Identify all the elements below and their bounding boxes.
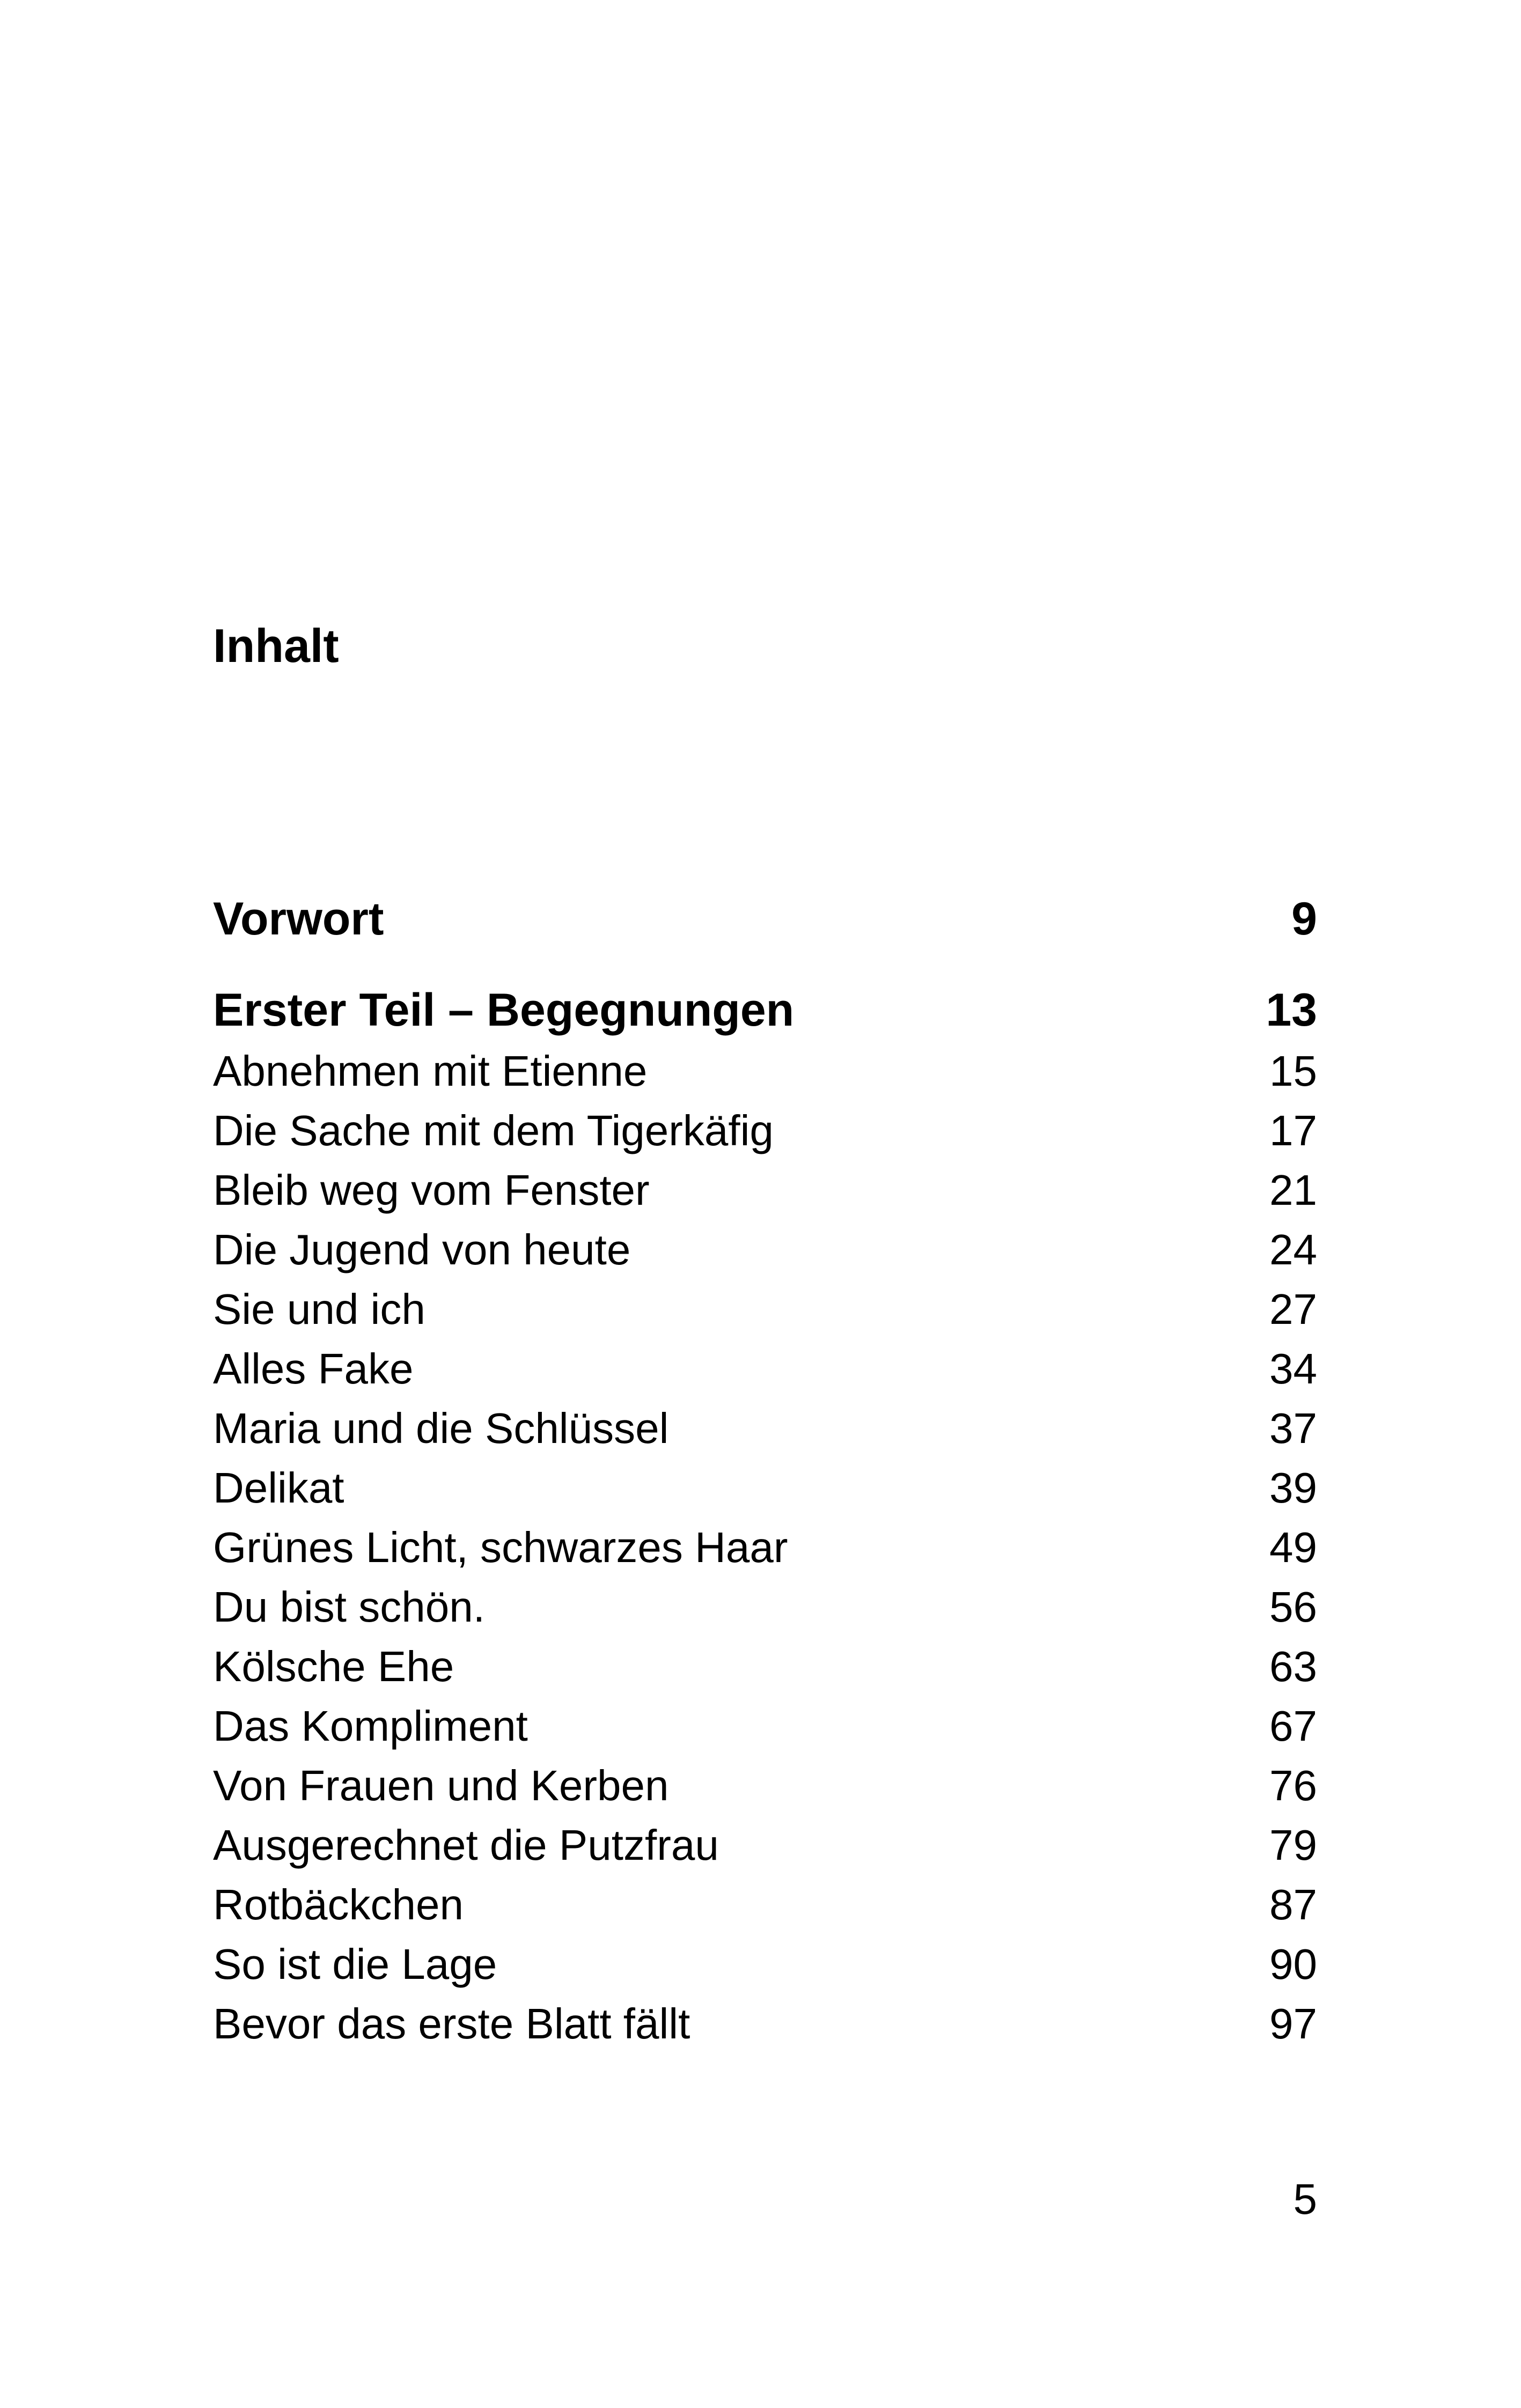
toc-entry-page: 27 [1269,1285,1317,1333]
toc-entry-page: 17 [1269,1107,1317,1154]
toc-entry-title: Grünes Licht, schwarzes Haar [213,1523,788,1571]
toc-entry [213,1398,1317,1458]
table-of-contents [213,888,1317,2053]
toc-entry [213,1994,1317,2053]
toc-entry-title: Erster Teil – Begegnungen [213,984,795,1036]
toc-entry-preface [213,888,1317,950]
toc-entry-page: 24 [1269,1226,1317,1273]
toc-entry [213,1339,1317,1398]
toc-entry-title: Von Frauen und Kerben [213,1762,669,1809]
toc-entry-title: Die Sache mit dem Tigerkäfig [213,1107,774,1154]
toc-entry-page: 90 [1269,1940,1317,1988]
toc-entry [213,1756,1317,1815]
page-title: Inhalt [213,619,339,672]
toc-entry-page: 79 [1269,1821,1317,1869]
toc-entry-page: 9 [1291,893,1317,945]
toc-entry-title: Die Jugend von heute [213,1226,631,1273]
toc-entry [213,1934,1317,1994]
toc-entry-title: Vorwort [213,893,384,945]
toc-entry-page: 97 [1269,2000,1317,2048]
toc-entry [213,1220,1317,1279]
page-number: 5 [1293,2175,1317,2223]
toc-entry-page: 87 [1269,1881,1317,1928]
toc-entry [213,1160,1317,1220]
toc-entry-page: 56 [1269,1583,1317,1631]
toc-entry-page: 39 [1269,1464,1317,1512]
toc-entry-page: 15 [1269,1047,1317,1095]
toc-entry-part-one [213,979,1317,1041]
toc-entry-title: Bevor das erste Blatt fällt [213,2000,690,2048]
toc-entry-title: So ist die Lage [213,1940,497,1988]
toc-entry-title: Ausgerechnet die Putzfrau [213,1821,719,1869]
toc-entry-title: Das Kompliment [213,1702,528,1750]
toc-entry [213,1637,1317,1696]
toc-entry-page: 49 [1269,1523,1317,1571]
toc-entry-title: Kölsche Ehe [213,1643,454,1690]
toc-entry [213,1518,1317,1577]
toc-entry-title: Delikat [213,1464,344,1512]
toc-entry-title: Rotbäckchen [213,1881,464,1928]
toc-entry-title: Abnehmen mit Etienne [213,1047,648,1095]
toc-entry [213,1815,1317,1875]
toc-entry [213,1458,1317,1518]
toc-entry [213,1041,1317,1101]
toc-entry [213,1577,1317,1637]
toc-entry-page: 13 [1266,984,1317,1036]
toc-entry-title: Alles Fake [213,1345,414,1393]
toc-entry [213,1696,1317,1756]
toc-entry [213,1875,1317,1934]
toc-entry-page: 21 [1269,1166,1317,1214]
toc-entry-title: Du bist schön. [213,1583,485,1631]
toc-entry-page: 67 [1269,1702,1317,1750]
toc-entry [213,1279,1317,1339]
toc-entry-page: 76 [1269,1762,1317,1809]
toc-entry [213,1101,1317,1160]
toc-entry-page: 34 [1269,1345,1317,1393]
toc-entry-title: Maria und die Schlüssel [213,1404,669,1452]
toc-entry-title: Sie und ich [213,1285,425,1333]
toc-entry-page: 37 [1269,1404,1317,1452]
toc-entry-title: Bleib weg vom Fenster [213,1166,650,1214]
toc-entry-page: 63 [1269,1643,1317,1690]
